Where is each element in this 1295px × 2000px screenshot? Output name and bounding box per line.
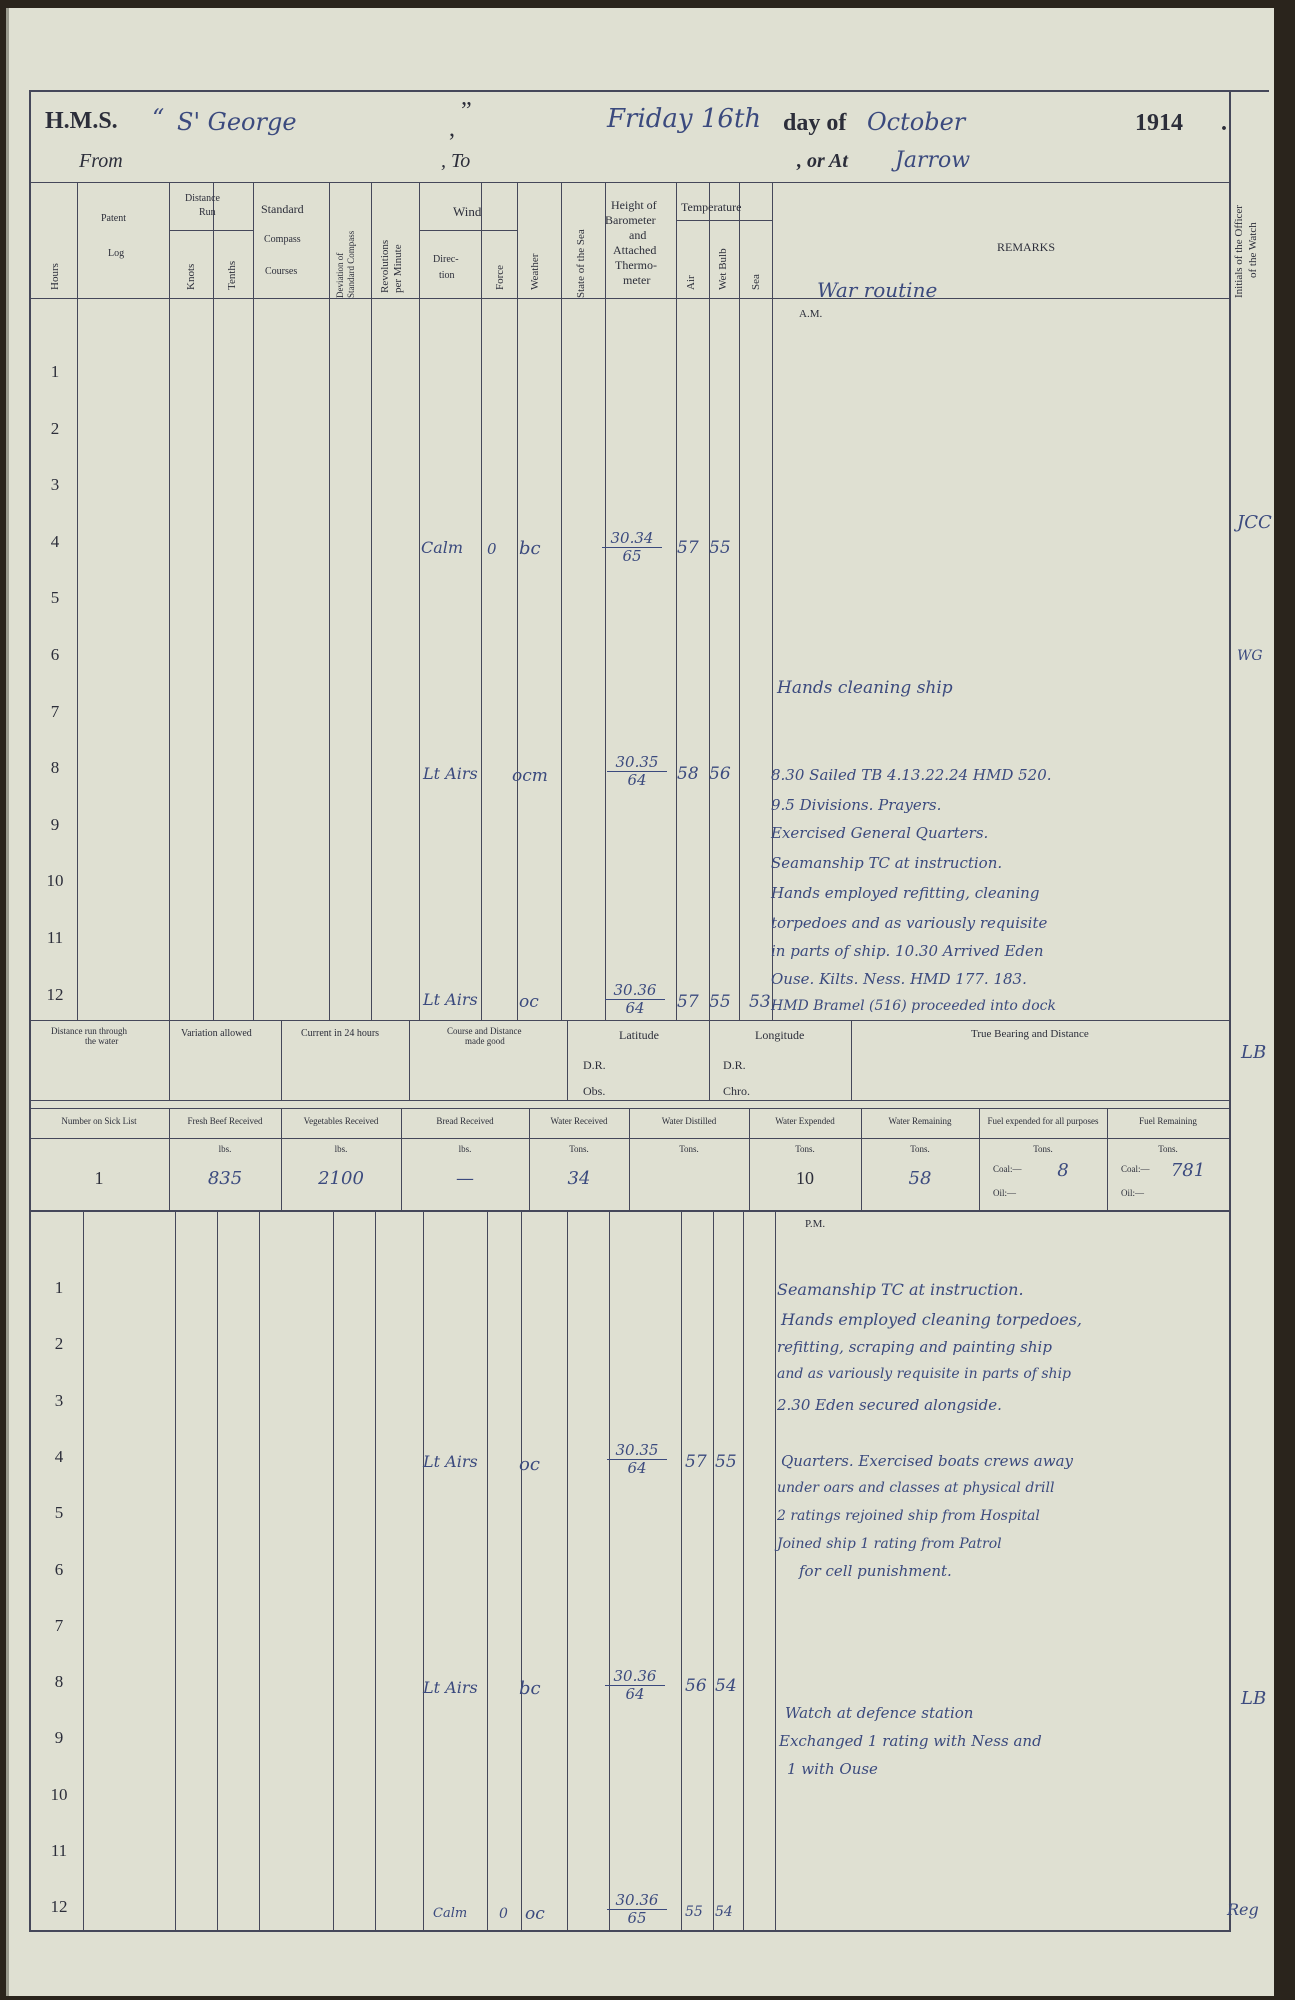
col-direction-2: tion <box>439 270 455 281</box>
temp-rule <box>676 220 772 221</box>
am-12-sea: 53 <box>749 992 771 1012</box>
pm-8-direction: Lt Airs <box>423 1678 478 1697</box>
supplies-value-8: 8 <box>1057 1160 1069 1181</box>
pm-remark-8: 2 ratings rejoined ship from Hospital <box>777 1508 1040 1524</box>
pm-12-force: 0 <box>499 1906 508 1922</box>
am-4-therm-value: 65 <box>622 547 642 565</box>
am-col-line-7 <box>481 182 482 1020</box>
pm-4-air: 57 <box>685 1452 707 1472</box>
ship-name: S' George <box>177 108 297 136</box>
supplies-coal-label-9: Coal:— <box>1121 1164 1150 1174</box>
supplies-value-4: 34 <box>567 1168 591 1189</box>
am-col-line-8 <box>517 182 518 1020</box>
am-8-direction: Lt Airs <box>423 764 478 783</box>
pm-remark-13: 1 with Ouse <box>787 1760 878 1778</box>
month: October <box>867 108 966 136</box>
pm-hour-label: 10 <box>50 1784 68 1804</box>
am-col-line-9 <box>561 182 562 1020</box>
am-hour-label: 8 <box>50 758 60 778</box>
supplies-unit-3: lbs. <box>458 1144 472 1154</box>
nav-sep-4 <box>567 1020 568 1100</box>
col-patent-1: Patent <box>101 213 126 224</box>
pm-hour-label: 9 <box>54 1728 64 1748</box>
pm-col-line-14 <box>775 1212 776 1930</box>
year-period: . <box>1221 110 1227 136</box>
pm-col-line-2 <box>217 1212 218 1930</box>
col-standard: Standard <box>261 202 304 216</box>
pm-hour-label: 3 <box>54 1390 64 1410</box>
am-8-wet: 56 <box>709 764 731 784</box>
nav-current: Current in 24 hours <box>301 1028 380 1039</box>
pm-remark-5: 2.30 Eden secured alongside. <box>777 1396 1002 1414</box>
frame-top <box>29 90 1269 92</box>
col-hours: Hours <box>49 263 61 290</box>
supplies-header-8: Fuel expended for all purposes <box>987 1116 1099 1126</box>
pm-12-direction: Calm <box>433 1906 468 1921</box>
ship-prefix: H.M.S. <box>45 108 118 134</box>
supplies-value-9: 781 <box>1170 1160 1206 1181</box>
pm-12-weather: oc <box>525 1904 545 1924</box>
pm-hour-label: 6 <box>54 1559 64 1579</box>
col-wind: Wind <box>453 204 482 219</box>
nav-lat-dr: D.R. <box>583 1058 606 1072</box>
wind-rule <box>419 230 517 231</box>
supplies-header-0: Number on Sick List <box>61 1116 137 1126</box>
supplies-oil-label-9: Oil:— <box>1121 1188 1145 1198</box>
am-hour-label: 12 <box>46 984 64 1004</box>
pm-4-bar-value: 30.35 <box>607 1442 667 1460</box>
nav-initials: LB <box>1241 1042 1267 1063</box>
nav-sep-6 <box>851 1020 852 1100</box>
am-4-direction: Calm <box>421 538 464 557</box>
pm-12-air: 55 <box>685 1904 703 1920</box>
supplies-value-0: 1 <box>94 1168 104 1188</box>
am-remark-9: Ouse. Kilts. Ness. HMD 177. 183. <box>771 970 1027 988</box>
col-direction-1: Direc- <box>433 254 459 265</box>
nav-course-1: Course and Distance <box>447 1026 522 1036</box>
pm-col-line-5 <box>375 1212 376 1930</box>
col-sea: Sea <box>750 274 762 290</box>
pm-8-barometer <box>605 1668 665 1703</box>
nav-bearing: True Bearing and Distance <box>971 1028 1089 1040</box>
am-remark-6: Hands employed refitting, cleaning <box>771 884 1040 902</box>
am-hour-label: 6 <box>50 645 60 664</box>
pm-col-line-4 <box>333 1212 334 1930</box>
supplies-unit-2: lbs. <box>334 1144 348 1154</box>
col-wet-bulb: Wet Bulb <box>717 248 729 290</box>
pm-8-wet: 54 <box>715 1676 737 1696</box>
day-of-label: day of <box>783 110 847 136</box>
col-remarks: REMARKS <box>997 240 1056 254</box>
pm-col-line-12 <box>713 1212 714 1930</box>
supplies-header-4: Water Received <box>550 1116 608 1126</box>
am-4-barometer <box>602 530 662 565</box>
pm-col-line-7 <box>487 1212 488 1930</box>
pm-4-direction: Lt Airs <box>423 1452 478 1471</box>
pm-hour-label: 12 <box>50 1897 68 1917</box>
am-12-therm-value: 64 <box>625 999 645 1017</box>
col-knots: Knots <box>185 263 197 290</box>
pm-col-line-10 <box>609 1212 610 1930</box>
supplies-unit-1: lbs. <box>218 1144 232 1154</box>
col-courses: Courses <box>265 266 298 277</box>
supplies-value-7: 58 <box>908 1168 932 1189</box>
pm-remark-10: for cell punishment. <box>799 1562 952 1580</box>
nav-top-rule <box>29 1020 1229 1021</box>
initials-header-2: of the Watch <box>1247 222 1259 278</box>
am-4-air: 57 <box>677 538 699 558</box>
supplies-header-9: Fuel Remaining <box>1139 1116 1197 1126</box>
pm-8-therm-value: 64 <box>625 1685 645 1703</box>
pm-hour-label: 2 <box>54 1334 64 1354</box>
temp-split <box>676 220 677 298</box>
am-4-bar-value: 30.34 <box>602 530 662 548</box>
supplies-value-3: — <box>456 1168 474 1189</box>
am-col-line-11 <box>676 182 677 1020</box>
pm-hour-label: 8 <box>54 1672 64 1692</box>
nav-bottom-rule <box>29 1100 1229 1101</box>
pm-col-line-3 <box>259 1212 260 1930</box>
nav-sep-5 <box>709 1020 710 1100</box>
pm-hour-label: 7 <box>54 1615 64 1635</box>
am-col-line-3 <box>253 182 254 1020</box>
col-height-4: Attached <box>613 243 657 257</box>
col-force: Force <box>494 264 506 290</box>
col-revolutions-2: per Minute <box>392 244 404 293</box>
pm-remark-7: under oars and classes at physical drill <box>777 1480 1055 1496</box>
col-temperature: Temperature <box>681 200 742 214</box>
am-remark-2: 8.30 Sailed TB 4.13.22.24 HMD 520. <box>771 766 1052 784</box>
am-remark-5: Seamanship TC at instruction. <box>771 854 1003 872</box>
am-col-line-10 <box>605 182 606 1020</box>
to-label: , To <box>441 150 471 172</box>
frame-left <box>29 90 31 1932</box>
supplies-value-6: 10 <box>796 1168 814 1188</box>
nav-sep-3 <box>409 1020 410 1100</box>
nav-longitude: Longitude <box>755 1028 805 1042</box>
supplies-value-1: 835 <box>207 1168 243 1189</box>
am-hour-label: 9 <box>50 814 60 834</box>
pm-remark-3: refitting, scraping and painting ship <box>777 1338 1052 1356</box>
am-col-line-4 <box>329 182 330 1020</box>
pm-12-bar-value: 30.36 <box>607 1892 667 1910</box>
am-col-line-2 <box>213 182 214 1020</box>
col-revolutions-1: Revolutions <box>379 239 391 293</box>
col-deviation-2: Standard Compass <box>346 230 356 298</box>
pm-4-therm-value: 64 <box>627 1459 647 1477</box>
pm-col-line-6 <box>423 1212 424 1930</box>
supplies-header-1: Fresh Beef Received <box>187 1116 263 1126</box>
am-remark-8: in parts of ship. 10.30 Arrived Eden <box>771 942 1044 960</box>
year: 1914 <box>1135 110 1183 136</box>
am-col-line-6 <box>419 182 420 1020</box>
am-12-barometer <box>605 982 665 1017</box>
am-12-wet: 55 <box>709 992 731 1012</box>
am-12-air: 57 <box>677 992 699 1012</box>
pm-col-line-8 <box>521 1212 522 1930</box>
pm-hour-label: 1 <box>54 1278 64 1297</box>
pm-col-line-13 <box>743 1212 744 1930</box>
am-8-therm-value: 64 <box>627 771 647 789</box>
am-hour-label: 4 <box>50 531 60 551</box>
col-tenths: Tenths <box>226 260 238 290</box>
am-hour-label: 11 <box>46 928 64 947</box>
pm-remark-2: Hands employed cleaning torpedoes, <box>781 1310 1083 1329</box>
nav-sep-2 <box>281 1020 282 1100</box>
am-12-direction: Lt Airs <box>423 990 478 1009</box>
supplies-unit-7: Tons. <box>910 1144 930 1154</box>
supplies-header-5: Water Distilled <box>661 1116 717 1126</box>
am-4-force: 0 <box>487 540 497 558</box>
col-height-3: and <box>629 228 647 242</box>
pm-12-barometer <box>607 1892 667 1927</box>
col-distance-2: Run <box>199 207 216 218</box>
am-col-line-13 <box>739 182 740 1020</box>
supplies-value-2: 2100 <box>318 1168 364 1189</box>
pm-col-line-1 <box>175 1212 176 1930</box>
am-12-bar-value: 30.36 <box>605 982 665 1000</box>
pm-8-weather: bc <box>519 1678 541 1699</box>
pm-remark-12: Exchanged 1 rating with Ness and <box>779 1732 1042 1750</box>
am-8-barometer <box>607 754 667 789</box>
supplies-coal-label-8: Coal:— <box>993 1164 1022 1174</box>
am-8-weather: ocm <box>512 766 548 786</box>
supplies-unit-8: Tons. <box>1033 1144 1053 1154</box>
supplies-unit-4: Tons. <box>569 1144 589 1154</box>
remarks-heading: War routine <box>817 278 938 302</box>
supplies-oil-label-8: Oil:— <box>993 1188 1017 1198</box>
supplies-unit-5: Tons. <box>679 1144 699 1154</box>
col-deviation-1: Deviation of <box>335 252 345 298</box>
am-hour-label: 2 <box>50 418 60 438</box>
pm-4-wet: 55 <box>715 1452 737 1472</box>
pm-hour-label: 4 <box>54 1446 64 1466</box>
pm-hour-label: 5 <box>54 1503 64 1523</box>
am-remark-7: torpedoes and as variously requisite <box>771 914 1048 932</box>
nav-distance-1: Distance run through <box>51 1026 127 1036</box>
pm-col-line-11 <box>681 1212 682 1930</box>
close-quote: ” <box>461 98 472 124</box>
am-8-bar-value: 30.35 <box>607 754 667 772</box>
col-state-of-sea: State of the Sea <box>575 229 587 298</box>
supplies-unit-9: Tons. <box>1158 1144 1178 1154</box>
am-hour-label: 5 <box>50 588 60 608</box>
pm-col-line-9 <box>567 1212 568 1930</box>
log-page <box>6 8 1274 1996</box>
frame-bottom <box>29 1930 1231 1932</box>
pm-initials-1: LB <box>1241 1688 1267 1709</box>
column-head-rule <box>29 298 1229 299</box>
am-4-wet: 55 <box>709 538 731 558</box>
header-comma: , <box>449 116 455 142</box>
am-remark-4: Exercised General Quarters. <box>771 824 989 842</box>
header-rule <box>29 182 1229 183</box>
supplies-header-7: Water Remaining <box>888 1116 952 1126</box>
nav-lat-obs: Obs. <box>583 1084 606 1098</box>
am-hour-label: 10 <box>46 871 64 891</box>
col-weather: Weather <box>529 253 541 290</box>
distance-rule <box>169 230 253 231</box>
supplies-header-6: Water Expended <box>775 1116 835 1126</box>
pm-8-air: 56 <box>685 1676 707 1696</box>
am-4-weather: bc <box>519 538 541 559</box>
am-hour-label: 7 <box>50 701 60 721</box>
pm-initials-2: Reg <box>1227 1900 1259 1919</box>
pm-remark-9: Joined ship 1 rating from Patrol <box>777 1536 1002 1552</box>
am-col-line-0 <box>77 182 78 1020</box>
pm-4-barometer <box>607 1442 667 1477</box>
or-at-label: , or At <box>797 150 848 172</box>
pm-col-line-0 <box>83 1212 84 1930</box>
am-label: A.M. <box>799 308 823 320</box>
am-8-air: 58 <box>677 764 699 784</box>
am-initials-2: WG <box>1237 648 1263 664</box>
pm-8-bar-value: 30.36 <box>605 1668 665 1686</box>
nav-variation: Variation allowed <box>181 1028 252 1039</box>
col-distance-1: Distance <box>185 193 220 204</box>
col-patent-2: Log <box>108 248 125 259</box>
supplies-unit-6: Tons. <box>795 1144 815 1154</box>
supplies-header-2: Vegetables Received <box>303 1116 379 1126</box>
pm-label: P.M. <box>805 1218 826 1230</box>
pm-4-weather: oc <box>519 1454 540 1475</box>
pm-12-therm-value: 65 <box>627 1909 647 1927</box>
am-col-line-1 <box>169 182 170 1020</box>
am-12-weather: oc <box>519 992 539 1012</box>
nav-lon-dr: D.R. <box>723 1058 746 1072</box>
am-col-line-5 <box>371 182 372 1020</box>
nav-sep-1 <box>169 1020 170 1100</box>
place: Jarrow <box>895 148 971 173</box>
supplies-header-3: Bread Received <box>436 1116 494 1126</box>
am-remark-10: HMD Bramel (516) proceeded into dock <box>771 998 1056 1014</box>
col-compass: Compass <box>264 234 301 245</box>
col-height-6: meter <box>623 273 651 287</box>
am-remark-1: Hands cleaning ship <box>777 678 953 698</box>
pm-hour-label: 11 <box>50 1841 68 1860</box>
am-initials-1: JCC <box>1237 512 1272 533</box>
nav-course-2: made good <box>465 1036 505 1046</box>
pm-remark-11: Watch at defence station <box>785 1704 974 1722</box>
am-remark-3: 9.5 Divisions. Prayers. <box>771 796 942 814</box>
pm-remark-6: Quarters. Exercised boats crews away <box>781 1452 1074 1470</box>
pm-remark-4: and as variously requisite in parts of ship <box>777 1366 1072 1382</box>
day-name: Friday 16th <box>607 104 762 134</box>
col-height-1: Height of <box>611 198 657 212</box>
initials-header-1: Initials of the Officer <box>1233 205 1245 298</box>
nav-lon-chro: Chro. <box>723 1084 750 1098</box>
am-hour-label: 1 <box>50 362 60 381</box>
col-air: Air <box>685 275 697 290</box>
am-col-line-12 <box>709 182 710 1020</box>
am-hour-label: 3 <box>50 475 60 495</box>
col-height-5: Thermo- <box>615 258 657 272</box>
col-height-2: Barometer <box>605 213 656 227</box>
pm-12-wet: 54 <box>715 1904 733 1920</box>
pm-remark-1: Seamanship TC at instruction. <box>777 1280 1024 1299</box>
from-label: From <box>79 150 123 172</box>
supplies-bottom-rule <box>29 1210 1229 1212</box>
frame-right <box>1229 90 1231 1932</box>
nav-latitude: Latitude <box>619 1028 659 1042</box>
nav-distance-2: the water <box>85 1036 119 1046</box>
open-quote: “ <box>152 104 165 132</box>
